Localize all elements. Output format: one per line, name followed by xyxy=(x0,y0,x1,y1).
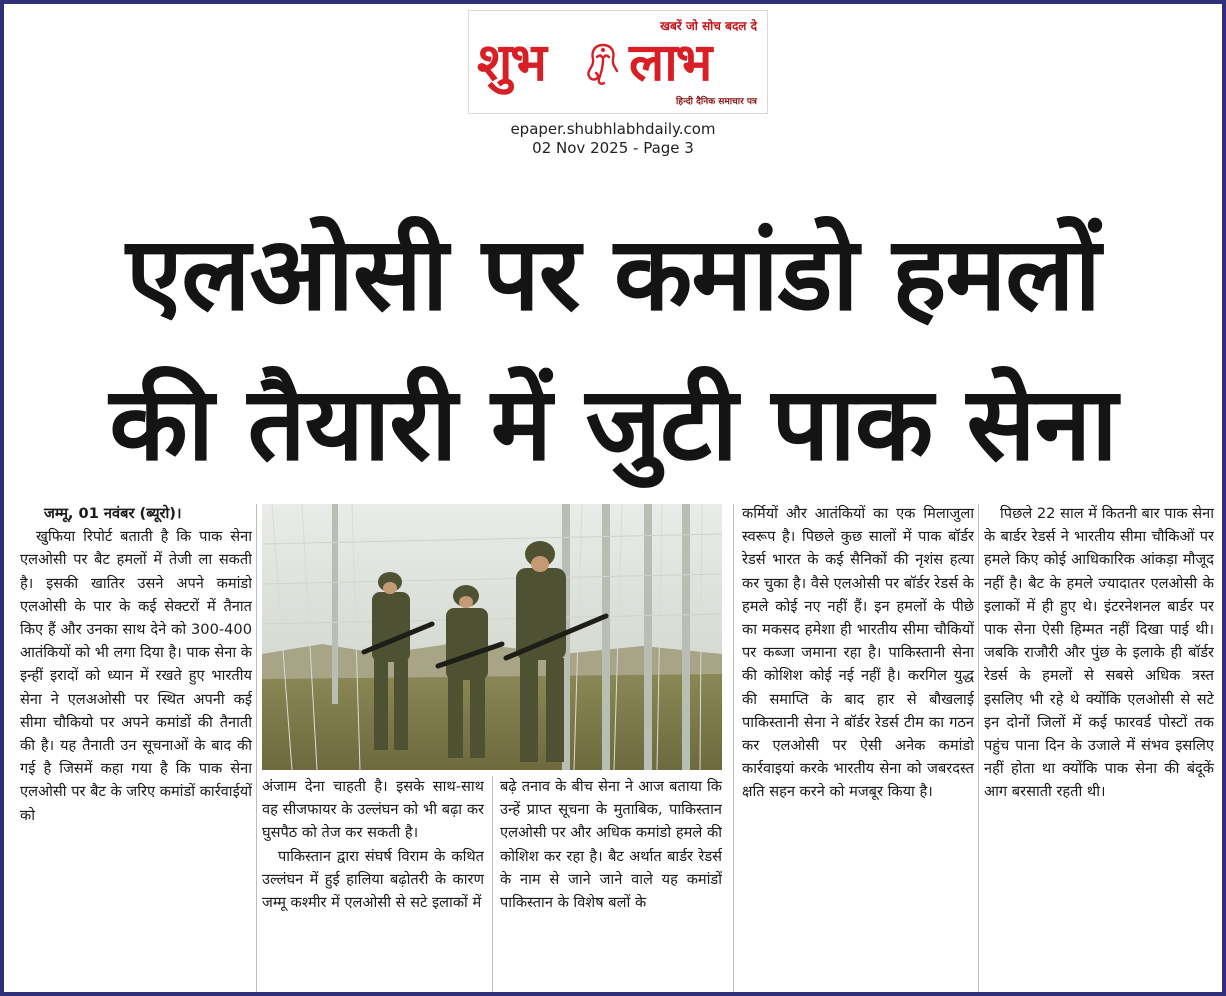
article-headline xyxy=(4,200,1222,500)
article-column-3 xyxy=(500,775,722,993)
column-3-paragraph: बढ़े तनाव के बीच सेना ने आज बताया कि उन्हें प्राप्त सूचना के मुताबिक, पाकिस्तान एलओसी पर और अधिक कमांडो हमले की कोशिश कर रहा है। बैट अर्थात बार्डर रेडर्स के नाम से जाने जाने वाले यह कमांडों पाकिस्तान के विशेष बलों के xyxy=(500,778,722,912)
article-column-2 xyxy=(262,775,484,993)
column-2-paragraph-1: अंजाम देना चाहती है। इसके साथ-साथ वह सीजफायर के उल्लंघन को भी बढ़ा कर घुसपैठ को तेज कर सकती है। xyxy=(262,778,484,842)
headline-line-1: एलओसी पर कमांडो हमलों xyxy=(126,215,1100,334)
article-column-4 xyxy=(742,502,974,992)
article-column-1 xyxy=(20,502,252,992)
article-photo[interactable] xyxy=(262,504,722,770)
column-divider xyxy=(492,776,493,992)
column-4-paragraph: कर्मियों और आतंकियों का एक मिलाजुला स्वरूप है। पिछले कुछ सालों में पाक बॉर्डर रेडर्स भारत के कई सैनिकों की नृशंस हत्या कर चुका है। वैसे एलओसी पर बॉर्डर रेडर्स के हमले कोई नए नहीं हैं। इन हमलों के पीछे का मकसद हमेशा ही भारतीय सीमा चौकियों पर कब्जा जमाना रहा है। पाकिस्तानी सेना की कोशिश कोई नई नहीं है। करगिल युद्ध की समाप्ति के बाद हार से बौखलाई पाकिस्तानी सेना ने बॉर्डर रेडर्स टीम का गठन कर एलओसी पर ऐसी अनेक कमांडो कार्रवाइयां करके भारतीय सेना को जबरदस्त क्षति सहन करने को मजबूर किया है। xyxy=(742,505,974,801)
column-1-paragraph: खुफिया रिपोर्ट बताती है कि पाक सेना एलओसी पर बैट हमलों में तेजी ला सकती है। इसकी खातिर उसने अपने कमांडो एलओसी के पार के कई सेक्टरों में तैनात किए हैं और उनका साथ देने को 300-400 आतंकियों को भी लगा दिया है। पाक सेना के इन्हीं इरादों को ध्यान में रखते हुए भारतीय सेना ने एलअओसी पर स्थित अपनी कई सीमा चौकियो पर अपने कमांडों की तैनाती की है। यह तैनाती उन सूचनाओं के बाद की गई है जिसमें कहा गया है कि पाक सेना एलओसी पर बैट के जरिए कमांडों कार्रवाईयों को xyxy=(20,528,252,824)
newspaper-logo[interactable] xyxy=(468,10,768,114)
soldiers-patrol-photo xyxy=(262,504,722,770)
edition-info xyxy=(4,120,1222,158)
site-url[interactable]: epaper.shubhlabhdaily.com xyxy=(510,120,716,138)
column-5-paragraph: पिछले 22 साल में कितनी बार पाक सेना के बार्डर रेडर्स ने भारतीय सीमा चौकिओं पर हमले किए कोई आधिकारिक आंकड़ा मौजूद नहीं है। बैट के हमले ज्यादातर एलओसी के इलाकों में ही हुए थे। इंटरनेशनल बार्डर पर पाक सेना ऐसी हिम्मत नहीं दिखा पाई थी। जबकि राजौरी और पुंछ के इलाके ही बॉर्डर रेडर्स के हमलों से सबसे अधिक त्रस्त इसलिए भी रहे थे क्योंकि एलओसी से सटे इन दोनों जिलों में कई फारवर्ड पोस्टों तक पहुंच पाना दिन के उजाले में संभव इसलिए नहीं होता था क्योंकि पाक सेना की बंदूकें आग बरसाती रहती थी। xyxy=(984,505,1214,801)
masthead xyxy=(4,4,1222,164)
dateline: जम्मू, 01 नवंबर (ब्यूरो)। xyxy=(44,505,182,522)
logo-word-labh: लाभ xyxy=(629,33,711,93)
ganesh-icon xyxy=(585,41,621,87)
column-2-paragraph-2: पाकिस्तान द्वारा संघर्ष विराम के कथित उल्लंघन में हुई हालिया बढ़ोतरी के कारण जम्मू कश्मीर में एलओसी से सटे इलाकों में xyxy=(262,847,484,912)
column-divider xyxy=(256,504,257,992)
article-column-5 xyxy=(984,502,1214,992)
logo-subtitle: हिन्दी दैनिक समाचार पत्र xyxy=(675,97,757,107)
logo-tagline: खबरें जो सोच बदल दे xyxy=(660,19,757,33)
edition-date-page: 02 Nov 2025 - Page 3 xyxy=(532,139,694,157)
column-divider xyxy=(978,504,979,992)
column-divider xyxy=(733,504,734,992)
logo-word-shubh: शुभ xyxy=(477,33,545,93)
headline-line-2: की तैयारी में जुटी पाक सेना xyxy=(109,365,1117,484)
